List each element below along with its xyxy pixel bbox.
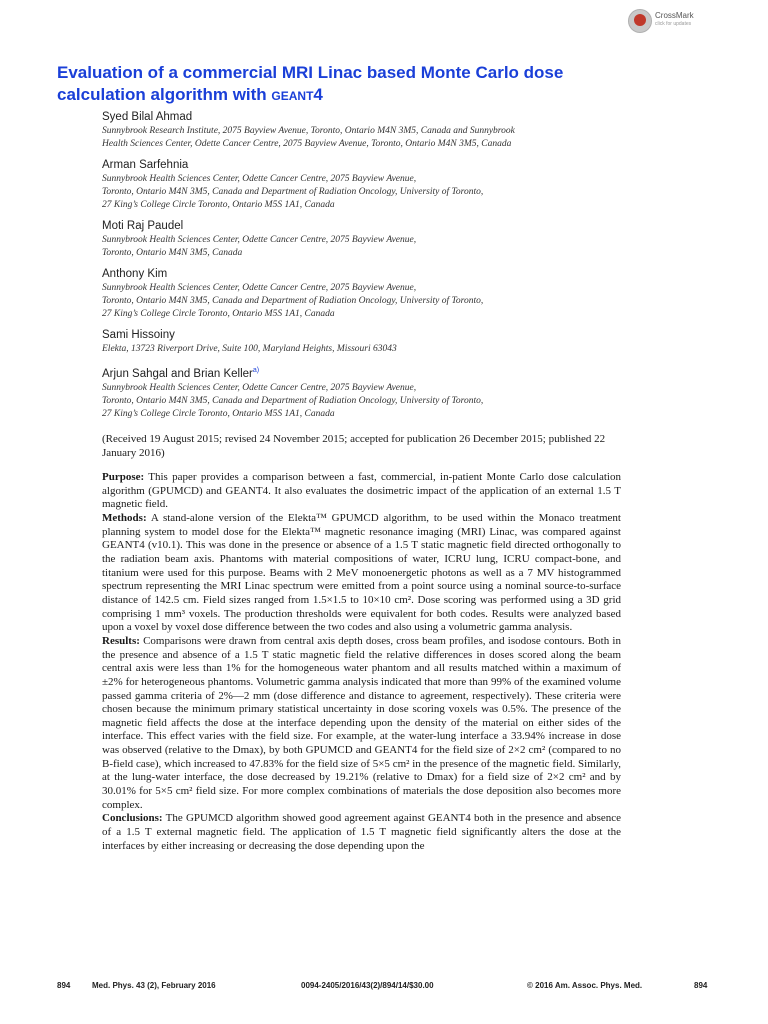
footer-copyright: © 2016 Am. Assoc. Phys. Med. bbox=[527, 981, 643, 990]
crossmark-label: CrossMark bbox=[655, 11, 694, 20]
author-block bbox=[102, 328, 662, 356]
author-affiliation: Sunnybrook Health Sciences Center, Odette Cancer Centre, 2075 Bayview Avenue, Toronto, Ontario M4N 3M5, Canada bbox=[102, 235, 417, 258]
author-block bbox=[102, 110, 662, 151]
footer-page-right: 894 bbox=[694, 981, 708, 990]
abstract-section-text: This paper provides a comparison between a fast, commercial, in-patient Monte Carlo dose calculation algorithm (GPUMCD) and GEANT4. It also evaluates the dosimetric impact of the application of an external 1.5 T magnetic field. bbox=[102, 471, 621, 511]
abstract-section bbox=[102, 512, 621, 635]
abstract-section-label: Results: bbox=[102, 634, 140, 647]
crossmark-sublabel: click for updates bbox=[655, 21, 692, 27]
author-name: Moti Raj Paudel bbox=[102, 220, 184, 232]
author-name: Arman Sarfehnia bbox=[102, 159, 189, 171]
author-name: Anthony Kim bbox=[102, 268, 168, 280]
author-footnote-marker[interactable]: a) bbox=[252, 367, 260, 374]
abstract-section-text: A stand-alone version of the Elekta™ GPUMCD algorithm, to be used within the Monaco treatment planning system to model dose for the Elekta™ magnetic resonance imaging (MRI) Linac, was compared against GEANT4 (v10.1). This was done in the presence or absence of a 1.5 T static magnetic field directed orthogonally to the radiation beam axis. Phantoms with material compositions of water, ICRU lung, ICRU compact-bone, and titanium were used for this purpose. Beams with 2 MeV monoenergetic photons as well as a 7 MV histogrammed spectrum representing the MRI Linac spectrum were emitted from a point source using a nominal source-to-surface distance of 142.5 cm. Field sizes ranged from 1.5×1.5 to 10×10 cm². Dose scoring was performed using a 3D grid comprising 1 mm³ voxels. The production thresholds were equivalent for both codes. Results were analyzed based upon a voxel by voxel dose difference between the two codes and also using a volumetric gamma analysis. bbox=[102, 511, 621, 634]
abstract-section-label: Methods: bbox=[102, 511, 147, 524]
author-affiliation: Sunnybrook Research Institute, 2075 Bayview Avenue, Toronto, Ontario M4N 3M5, Canada and Sunnybrook Health Sciences Center, Odette Cancer Centre, 2075 Bayview Avenue, Toronto, Ontario M4N 3M5, Canada bbox=[102, 126, 515, 149]
abstract-section bbox=[102, 635, 621, 813]
author-block bbox=[102, 158, 662, 212]
author-affiliation: Elekta, 13723 Riverport Drive, Suite 100, Maryland Heights, Missouri 63043 bbox=[102, 344, 397, 354]
title-line-2: calculation algorithm with geant4 bbox=[57, 85, 323, 104]
author-name: Arjun Sahgal and Brian Keller$^{a)}$ bbox=[102, 367, 260, 380]
crossmark-icon bbox=[628, 9, 652, 33]
author-affiliation: Sunnybrook Health Sciences Center, Odette Cancer Centre, 2075 Bayview Avenue, Toronto, Ontario M4N 3M5, Canada and Department of Radiation Oncology, University of Toronto, 27 King’s College Circle Toronto, Ontario M5S 1A1, Canada bbox=[102, 283, 484, 319]
abstract-section-label: Conclusions: bbox=[102, 812, 163, 825]
abstract-section-text: The GPUMCD algorithm showed good agreement against GEANT4 both in the presence and absence of a 1.5 T external magnetic field. The application of 1.5 T magnetic field significantly alters the dose at the interfaces by either increasing or decreasing the dose depending upon the bbox=[102, 812, 621, 852]
abstract-section bbox=[102, 471, 621, 512]
author-affiliation: Sunnybrook Health Sciences Center, Odette Cancer Centre, 2075 Bayview Avenue, Toronto, Ontario M4N 3M5, Canada and Department of Radiation Oncology, University of Toronto, 27 King’s College Circle Toronto, Ontario M5S 1A1, Canada bbox=[102, 174, 484, 210]
author-block bbox=[102, 363, 662, 421]
author-affiliation: Sunnybrook Health Sciences Center, Odette Cancer Centre, 2075 Bayview Avenue, Toronto, Ontario M4N 3M5, Canada and Department of Radiation Oncology, University of Toronto, 27 King’s College Circle Toronto, Ontario M5S 1A1, Canada bbox=[102, 382, 484, 419]
author-name: Syed Bilal Ahmad bbox=[102, 111, 193, 123]
page-footer bbox=[57, 981, 712, 993]
author-name: Sami Hissoiny bbox=[102, 329, 175, 341]
paper-title bbox=[57, 62, 617, 106]
footer-code: 0094-2405/2016/43(2)/894/14/$30.00 bbox=[301, 981, 434, 990]
abstract-section-label: Purpose: bbox=[102, 471, 145, 483]
footer-page-left: 894 bbox=[57, 981, 71, 990]
crossmark-badge[interactable] bbox=[628, 9, 728, 35]
abstract-section bbox=[102, 812, 621, 853]
abstract-section-text: Comparisons were drawn from central axis depth doses, cross beam profiles, and isodose contours. Both in the presence and absence of a 1.5 T static magnetic field the relative differences in doses scored along the beam central axis were less than 1% for the homogeneous water phantom and all results matched within a maximum of ±2% for heterogeneous phantoms. Volumetric gamma analysis indicated that more than 99% of the examined volume passed gamma criteria of 2%—2 mm (dose difference and distance to agreement, respectively). These criteria were chosen because the minimum primary statistical uncertainty in dose scoring voxels was 0.5%. The presence of the magnetic field affects the dose at the interface depending upon the density of the material on either sides of the interface. This effect varies with the field size. For example, at the water-lung interface a 33.94% increase in dose was observed (relative to the Dmax), by both GPUMCD and GEANT4 for the field size of 2×2 cm² (compared to no B-field case), which increased to 47.83% for the field size of 5×5 cm² in the presence of the magnetic field. Similarly, at the lung-water interface, the dose decreased by 19.21% (relative to Dmax) for a field size of 2×2 cm² and by 30.01% for 5×5 cm² field size. For more complex combinations of materials the dose deposition also becomes more complex. bbox=[102, 634, 621, 811]
title-line-1: Evaluation of a commercial MRI Linac based Monte Carlo dose bbox=[57, 63, 564, 82]
author-block bbox=[102, 219, 662, 260]
abstract bbox=[102, 471, 621, 853]
author-block bbox=[102, 267, 662, 321]
footer-journal: Med. Phys. 43 (2), February 2016 bbox=[92, 981, 216, 990]
received-dates: (Received 19 August 2015; revised 24 November 2015; accepted for publication 26 December 2015; published 22 January 2016) bbox=[102, 433, 606, 459]
author-list bbox=[102, 110, 662, 428]
